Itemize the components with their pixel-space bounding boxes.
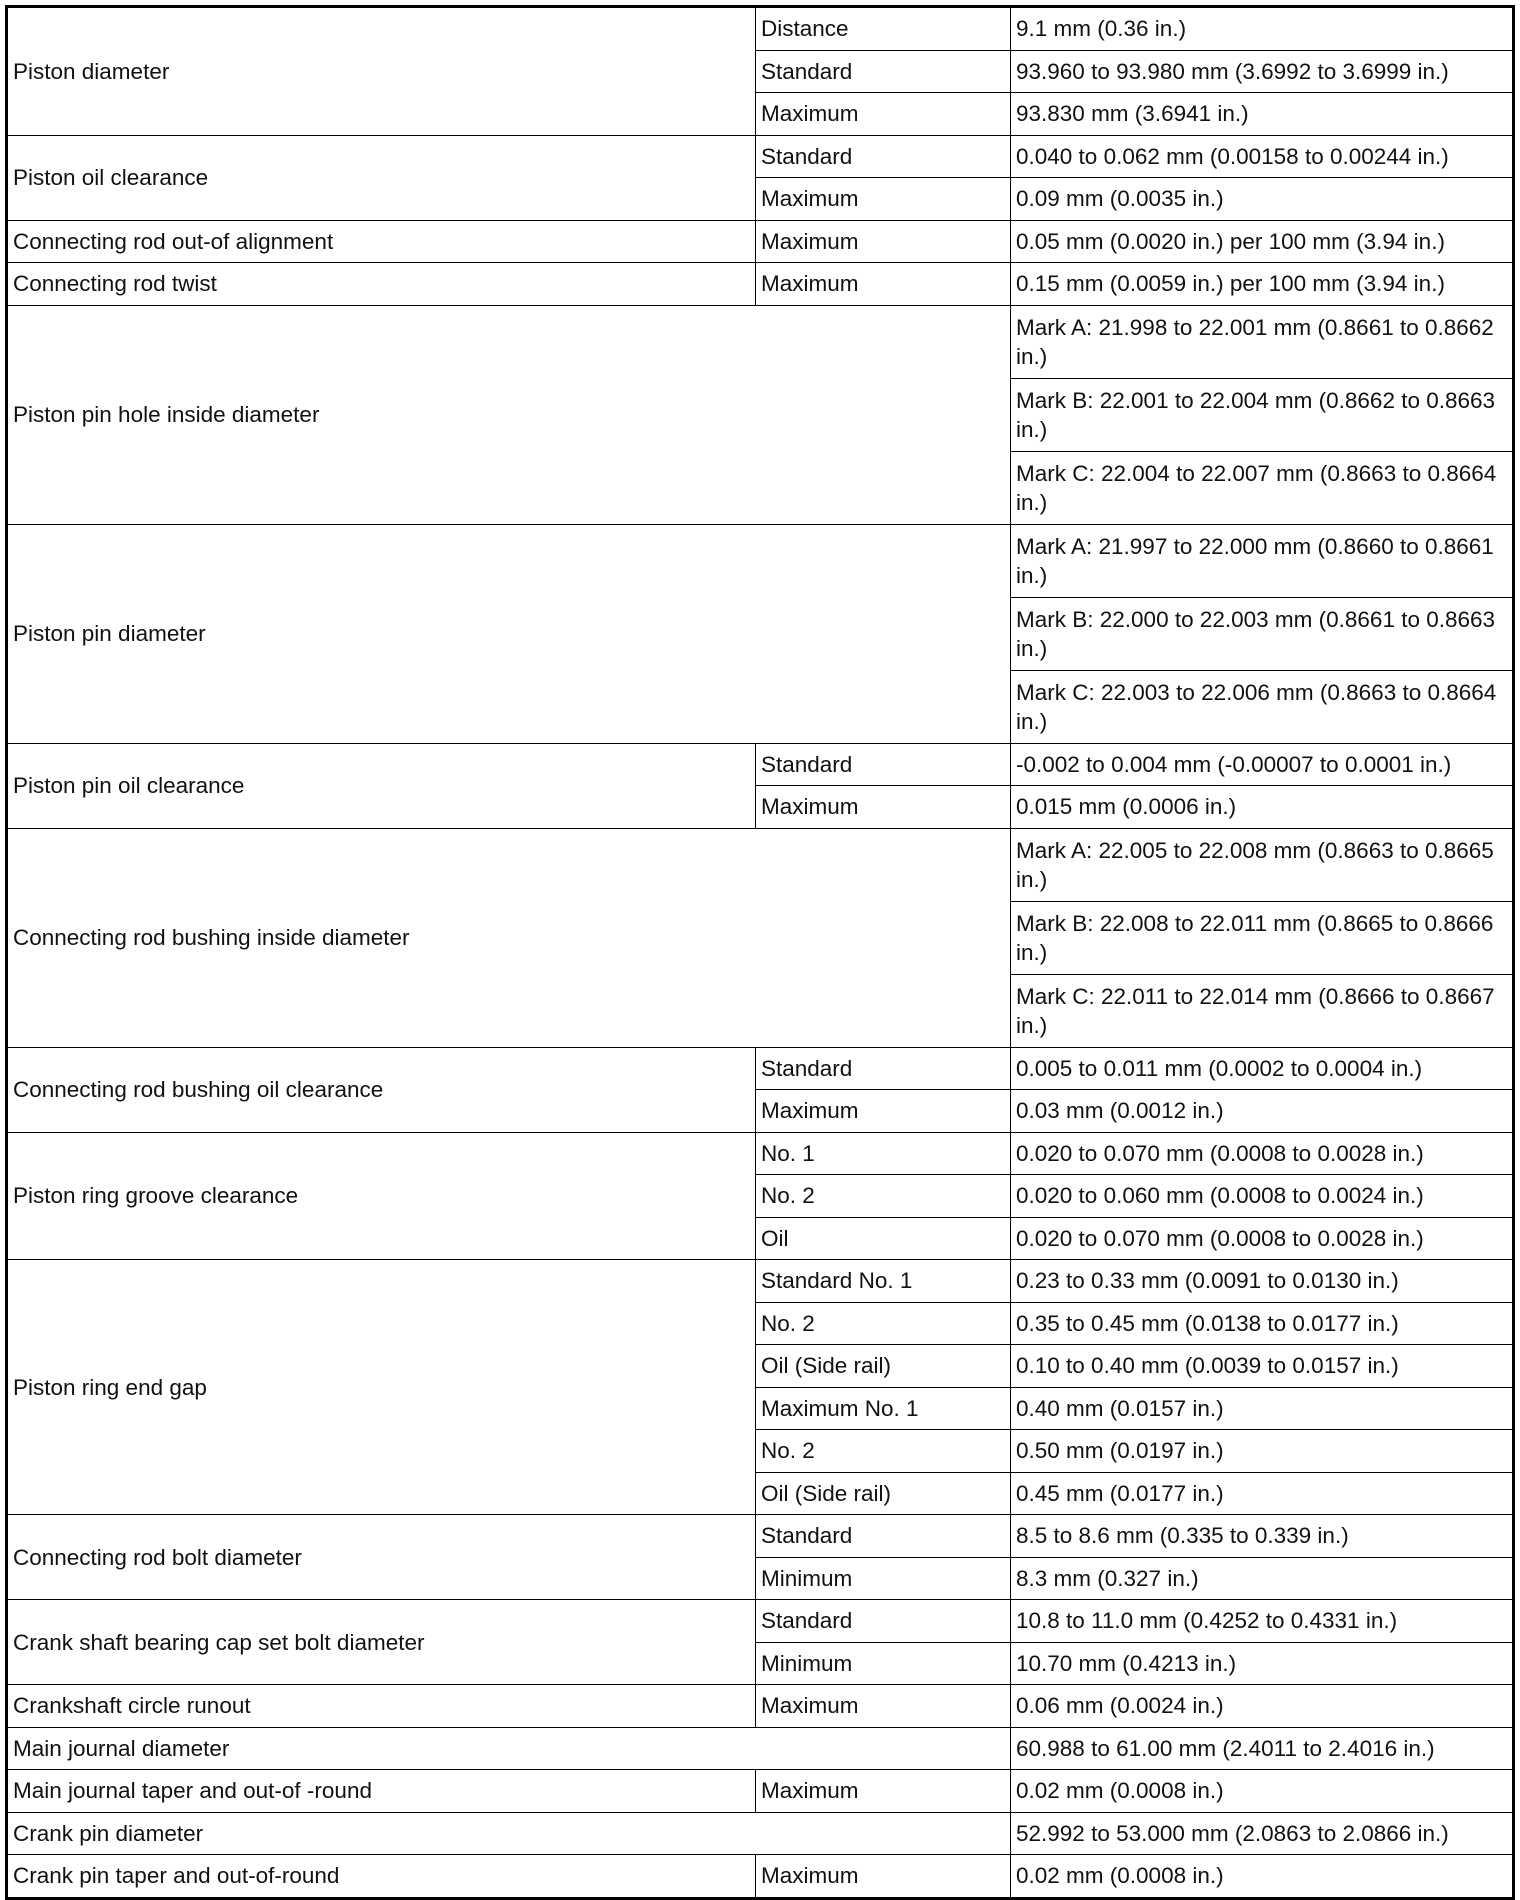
table-row (7, 1812, 1514, 1855)
table-row (7, 220, 1514, 263)
value-cell: Mark A: 21.998 to 22.001 mm (0.8661 to 0.8662 in.) (1011, 305, 1514, 378)
item-cell: Connecting rod bushing oil clearance (7, 1047, 756, 1132)
value-cell: Mark B: 22.008 to 22.011 mm (0.8665 to 0.8666 in.) (1011, 901, 1514, 974)
value-cell: 0.15 mm (0.0059 in.) per 100 mm (3.94 in.) (1011, 263, 1514, 306)
item-cell: Main journal diameter (7, 1727, 1011, 1770)
condition-cell: Maximum (756, 220, 1011, 263)
item-cell: Connecting rod twist (7, 263, 756, 306)
value-cell: 0.05 mm (0.0020 in.) per 100 mm (3.94 in.) (1011, 220, 1514, 263)
value-cell: 10.70 mm (0.4213 in.) (1011, 1642, 1514, 1685)
item-cell: Crank pin taper and out-of-round (7, 1855, 756, 1899)
table-row (7, 1855, 1514, 1899)
table-row (7, 1047, 1514, 1090)
value-cell: 0.02 mm (0.0008 in.) (1011, 1855, 1514, 1899)
item-cell: Crankshaft circle runout (7, 1685, 756, 1728)
value-cell: 8.5 to 8.6 mm (0.335 to 0.339 in.) (1011, 1515, 1514, 1558)
condition-cell: Maximum (756, 93, 1011, 136)
item-cell: Connecting rod bolt diameter (7, 1515, 756, 1600)
table-row (7, 1685, 1514, 1728)
item-cell: Piston ring groove clearance (7, 1132, 756, 1260)
value-cell: Mark C: 22.003 to 22.006 mm (0.8663 to 0.8664 in.) (1011, 670, 1514, 743)
value-cell: 0.40 mm (0.0157 in.) (1011, 1387, 1514, 1430)
value-cell: 0.02 mm (0.0008 in.) (1011, 1770, 1514, 1813)
table-row (7, 743, 1514, 786)
value-cell: 10.8 to 11.0 mm (0.4252 to 0.4331 in.) (1011, 1600, 1514, 1643)
item-cell: Piston pin oil clearance (7, 743, 756, 828)
table-row (7, 263, 1514, 306)
condition-cell: Standard (756, 1047, 1011, 1090)
value-cell: 9.1 mm (0.36 in.) (1011, 7, 1514, 51)
item-cell: Piston ring end gap (7, 1260, 756, 1515)
table-row (7, 305, 1514, 378)
value-cell: 0.06 mm (0.0024 in.) (1011, 1685, 1514, 1728)
condition-cell: No. 2 (756, 1302, 1011, 1345)
condition-cell: Maximum (756, 1770, 1011, 1813)
value-cell: 0.015 mm (0.0006 in.) (1011, 786, 1514, 829)
item-cell: Piston oil clearance (7, 135, 756, 220)
condition-cell: Maximum (756, 1855, 1011, 1899)
value-cell: 8.3 mm (0.327 in.) (1011, 1557, 1514, 1600)
value-cell: 0.45 mm (0.0177 in.) (1011, 1472, 1514, 1515)
table-row (7, 1260, 1514, 1303)
item-cell: Piston diameter (7, 7, 756, 136)
item-cell: Connecting rod out-of alignment (7, 220, 756, 263)
table-row (7, 524, 1514, 597)
value-cell: Mark B: 22.001 to 22.004 mm (0.8662 to 0.8663 in.) (1011, 378, 1514, 451)
condition-cell: Maximum No. 1 (756, 1387, 1011, 1430)
condition-cell: Oil (Side rail) (756, 1345, 1011, 1388)
value-cell: 0.005 to 0.011 mm (0.0002 to 0.0004 in.) (1011, 1047, 1514, 1090)
item-cell: Connecting rod bushing inside diameter (7, 828, 1011, 1047)
condition-cell: Maximum (756, 1090, 1011, 1133)
item-cell: Crank pin diameter (7, 1812, 1011, 1855)
value-cell: 0.020 to 0.070 mm (0.0008 to 0.0028 in.) (1011, 1132, 1514, 1175)
item-cell: Piston pin hole inside diameter (7, 305, 1011, 524)
condition-cell: Maximum (756, 178, 1011, 221)
table-row (7, 7, 1514, 51)
condition-cell: Oil (756, 1217, 1011, 1260)
value-cell: 0.09 mm (0.0035 in.) (1011, 178, 1514, 221)
value-cell: 52.992 to 53.000 mm (2.0863 to 2.0866 in.) (1011, 1812, 1514, 1855)
condition-cell: Maximum (756, 263, 1011, 306)
value-cell: 0.040 to 0.062 mm (0.00158 to 0.00244 in.) (1011, 135, 1514, 178)
condition-cell: Standard (756, 1515, 1011, 1558)
condition-cell: Standard (756, 743, 1011, 786)
condition-cell: Maximum (756, 1685, 1011, 1728)
table-row (7, 1770, 1514, 1813)
value-cell: 0.50 mm (0.0197 in.) (1011, 1430, 1514, 1473)
table-row (7, 1515, 1514, 1558)
value-cell: 0.35 to 0.45 mm (0.0138 to 0.0177 in.) (1011, 1302, 1514, 1345)
value-cell: 60.988 to 61.00 mm (2.4011 to 2.4016 in.) (1011, 1727, 1514, 1770)
value-cell: Mark B: 22.000 to 22.003 mm (0.8661 to 0.8663 in.) (1011, 597, 1514, 670)
condition-cell: Minimum (756, 1557, 1011, 1600)
condition-cell: Standard (756, 50, 1011, 93)
value-cell: 0.10 to 0.40 mm (0.0039 to 0.0157 in.) (1011, 1345, 1514, 1388)
condition-cell: Standard (756, 135, 1011, 178)
condition-cell: No. 2 (756, 1430, 1011, 1473)
table-row (7, 1600, 1514, 1643)
condition-cell: No. 1 (756, 1132, 1011, 1175)
item-cell: Main journal taper and out-of -round (7, 1770, 756, 1813)
condition-cell: Oil (Side rail) (756, 1472, 1011, 1515)
value-cell: Mark C: 22.011 to 22.014 mm (0.8666 to 0.8667 in.) (1011, 974, 1514, 1047)
value-cell: -0.002 to 0.004 mm (-0.00007 to 0.0001 in.) (1011, 743, 1514, 786)
condition-cell: No. 2 (756, 1175, 1011, 1218)
item-cell: Crank shaft bearing cap set bolt diameter (7, 1600, 756, 1685)
condition-cell: Distance (756, 7, 1011, 51)
value-cell: 0.020 to 0.070 mm (0.0008 to 0.0028 in.) (1011, 1217, 1514, 1260)
value-cell: 93.830 mm (3.6941 in.) (1011, 93, 1514, 136)
table-row (7, 1132, 1514, 1175)
value-cell: Mark C: 22.004 to 22.007 mm (0.8663 to 0.8664 in.) (1011, 451, 1514, 524)
spec-table (5, 5, 1515, 1900)
condition-cell: Standard (756, 1600, 1011, 1643)
condition-cell: Standard No. 1 (756, 1260, 1011, 1303)
value-cell: 0.03 mm (0.0012 in.) (1011, 1090, 1514, 1133)
condition-cell: Minimum (756, 1642, 1011, 1685)
table-row (7, 1727, 1514, 1770)
table-row (7, 135, 1514, 178)
item-cell: Piston pin diameter (7, 524, 1011, 743)
condition-cell: Maximum (756, 786, 1011, 829)
value-cell: Mark A: 22.005 to 22.008 mm (0.8663 to 0.8665 in.) (1011, 828, 1514, 901)
table-row (7, 828, 1514, 901)
value-cell: 0.020 to 0.060 mm (0.0008 to 0.0024 in.) (1011, 1175, 1514, 1218)
value-cell: 0.23 to 0.33 mm (0.0091 to 0.0130 in.) (1011, 1260, 1514, 1303)
value-cell: Mark A: 21.997 to 22.000 mm (0.8660 to 0.8661 in.) (1011, 524, 1514, 597)
value-cell: 93.960 to 93.980 mm (3.6992 to 3.6999 in.) (1011, 50, 1514, 93)
